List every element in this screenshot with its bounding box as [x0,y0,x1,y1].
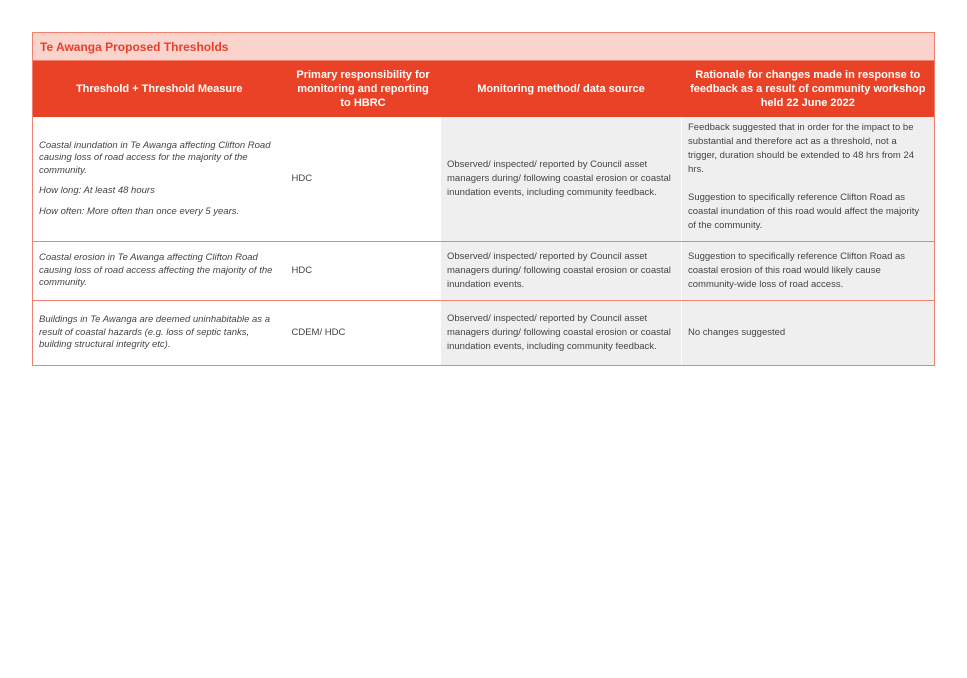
header-threshold: Threshold + Threshold Measure [33,61,286,118]
threshold-cell [33,301,286,366]
rationale-text: Suggestion to specifically reference Clifton Road as coastal inundation of this road would affect the majority of the community. [688,192,920,231]
monitoring-cell: Observed/ inspected/ reported by Council asset managers during/ following coastal erosion or coastal inundation events, including community feedback. [441,301,682,366]
rationale-text: No changes suggested [688,327,786,338]
monitoring-cell: Observed/ inspected/ reported by Council asset managers during/ following coastal erosion or coastal inundation events, including community feedback. [441,117,682,242]
rationale-cell [682,117,935,242]
table-title: Te Awanga Proposed Thresholds [33,33,935,61]
header-rationale: Rationale for changes made in response to feedback as a result of community workshop held 22 June 2022 [682,61,935,118]
table-row [33,242,935,301]
threshold-text: Coastal inundation in Te Awanga affecting Clifton Road causing loss of road access for the majority of the community. [39,139,271,176]
table-title-row [33,33,935,61]
monitoring-cell: Observed/ inspected/ reported by Council asset managers during/ following coastal erosion or coastal inundation events. [441,242,682,301]
responsibility-cell: CDEM/ HDC [286,301,441,366]
rationale-text: Feedback suggested that in order for the impact to be substantial and therefore act as a threshold, not a trigger, duration should be extended to 48 hrs from 24 hrs. [688,122,915,175]
responsibility-cell: HDC [286,242,441,301]
rationale-text: Suggestion to specifically reference Clifton Road as coastal erosion of this road would likely cause community-wide loss of road access. [688,251,906,290]
table-row [33,301,935,366]
threshold-text: Buildings in Te Awanga are deemed uninhabitable as a result of coastal hazards (e.g. loss of septic tanks, building structural integrity etc). [39,314,270,351]
threshold-duration: How long: At least 48 hours [39,185,155,197]
threshold-cell [33,117,286,242]
table-header-row [33,61,935,118]
rationale-cell [682,301,935,366]
table-row [33,117,935,242]
threshold-text: Coastal erosion in Te Awanga affecting Clifton Road causing loss of road access affecting the majority of the community. [39,252,273,289]
responsibility-cell: HDC [286,117,441,242]
rationale-cell [682,242,935,301]
header-responsibility: Primary responsibility for monitoring and reporting to HBRC [286,61,441,118]
threshold-frequency: How often: More often than once every 5 years. [39,205,240,217]
header-monitoring: Monitoring method/ data source [441,61,682,118]
threshold-cell [33,242,286,301]
thresholds-table [32,32,935,366]
thresholds-table-container [32,32,934,366]
